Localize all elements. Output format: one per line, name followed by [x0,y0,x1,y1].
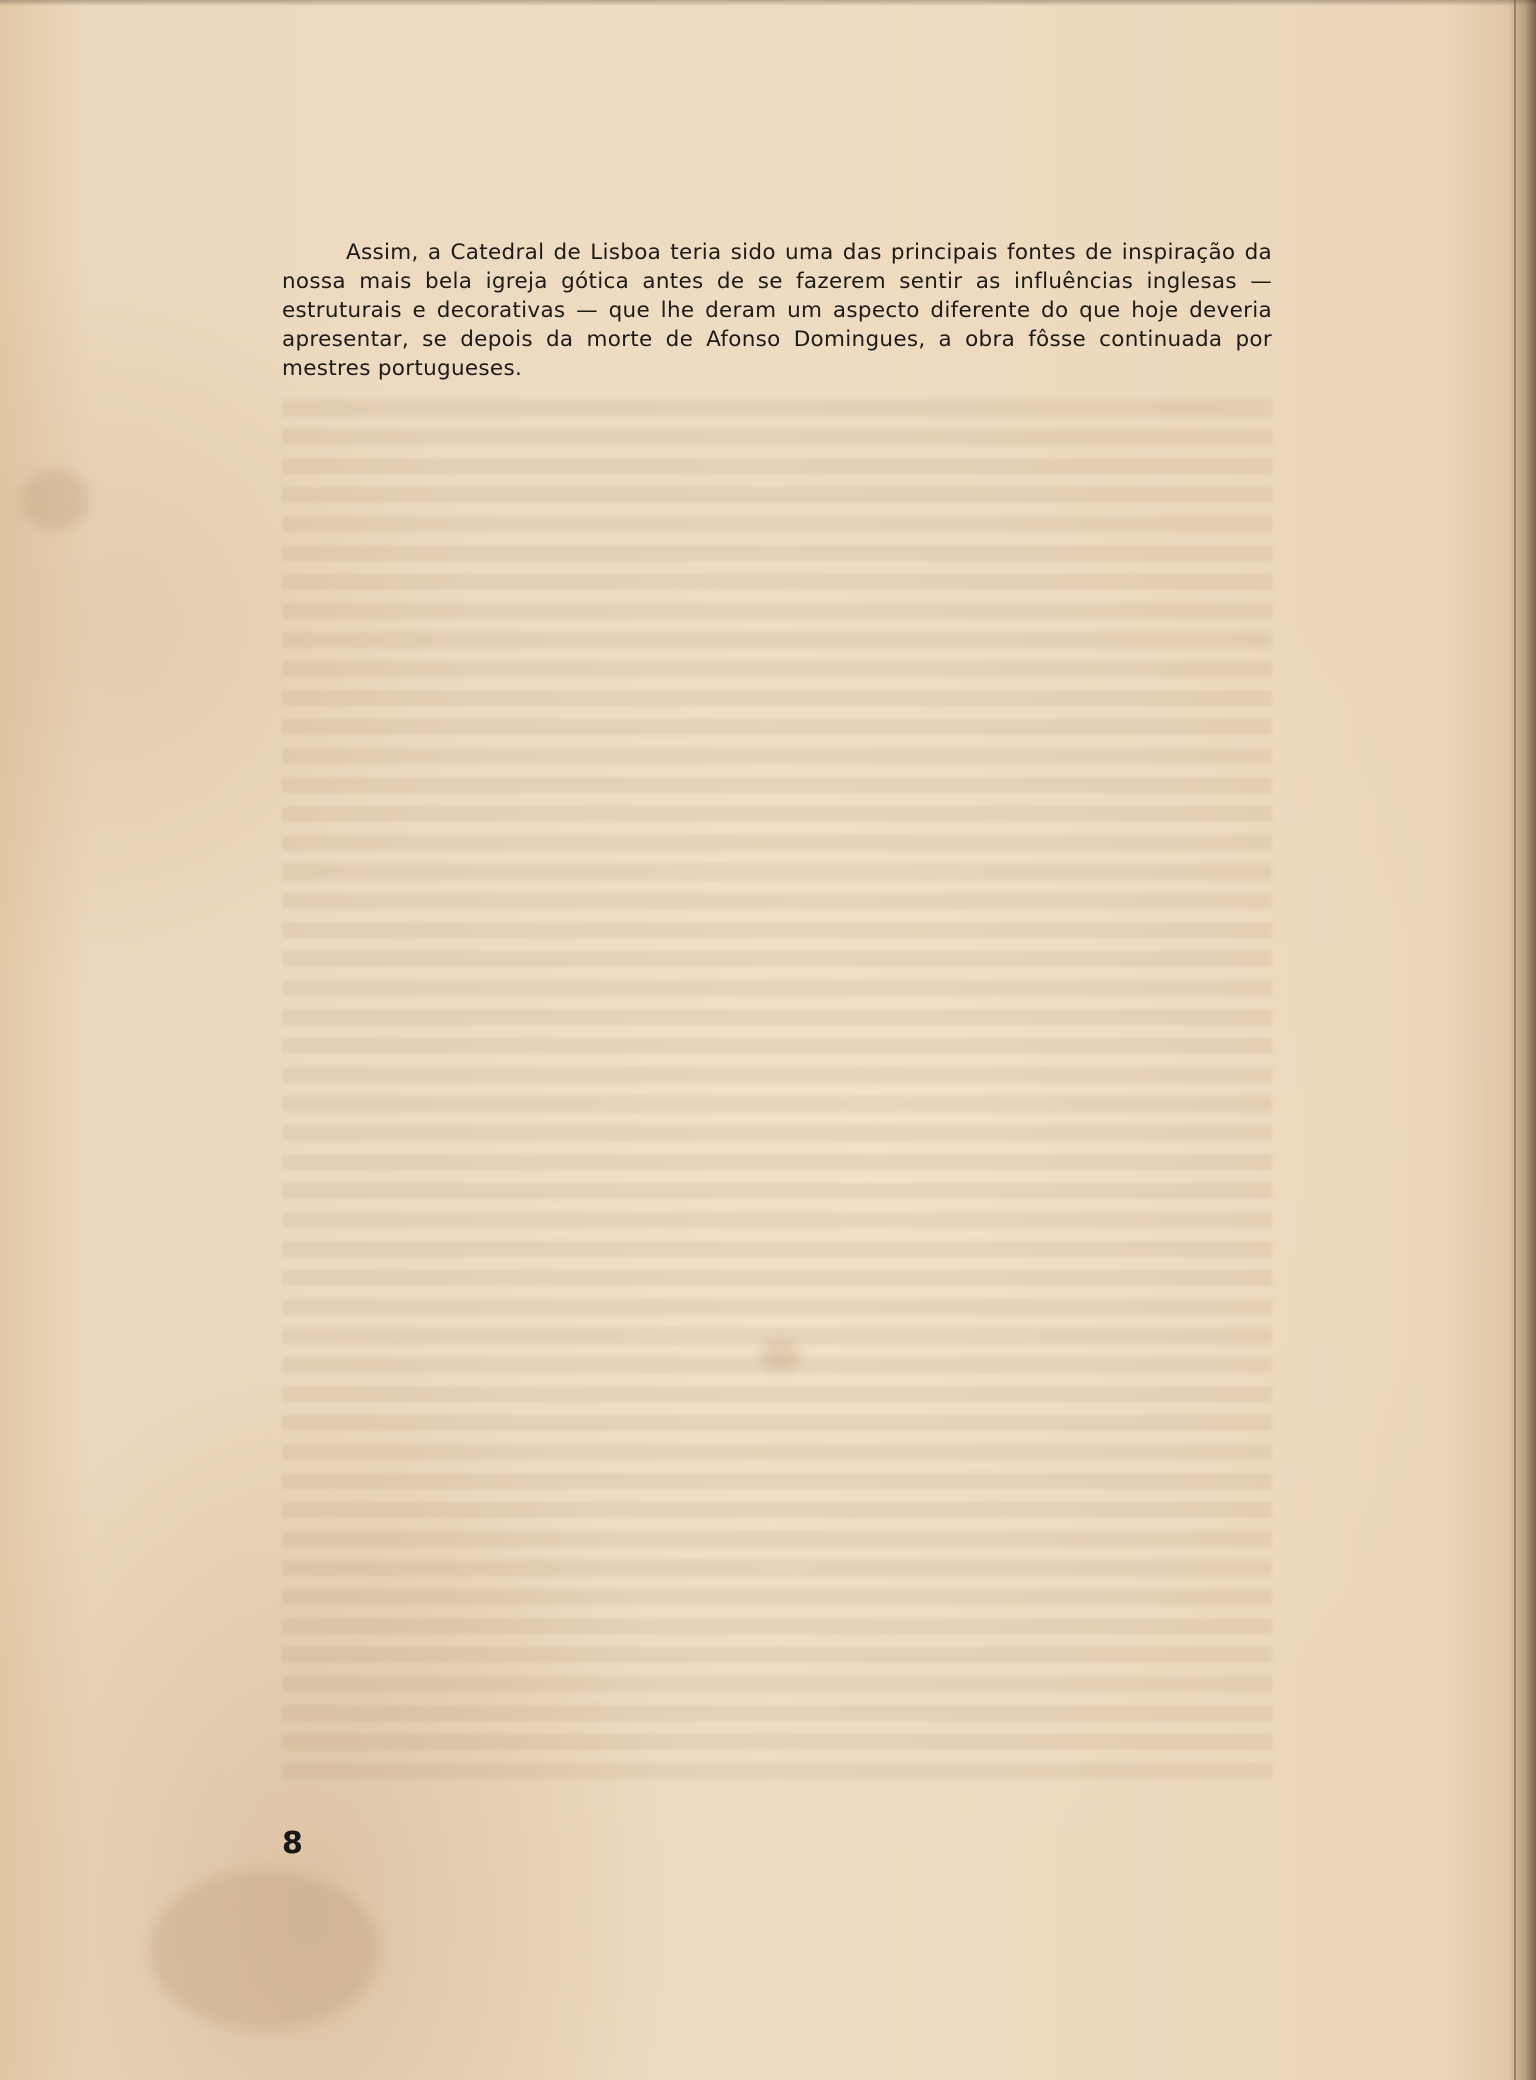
page-top-edge [0,0,1536,6]
body-paragraph: Assim, a Catedral de Lisboa teria sido uma das principais fontes de inspiração da nossa mais bela igreja gótica antes de se fazerem sentir as influências inglesas — estruturais e decorativas — que lhe deram um aspecto diferente do que hoje deveria apresentar, se depois da morte de Afonso Domingues, a obra fôsse continuada por mestres portugueses. [282,240,1272,381]
page-spine-edge [1514,0,1516,2080]
page-number: 8 [282,1826,303,1861]
show-through-text [282,400,1272,1785]
page-spine-shadow [1508,0,1536,2080]
paper-stain [20,470,90,530]
paper-stain [150,1870,380,2030]
